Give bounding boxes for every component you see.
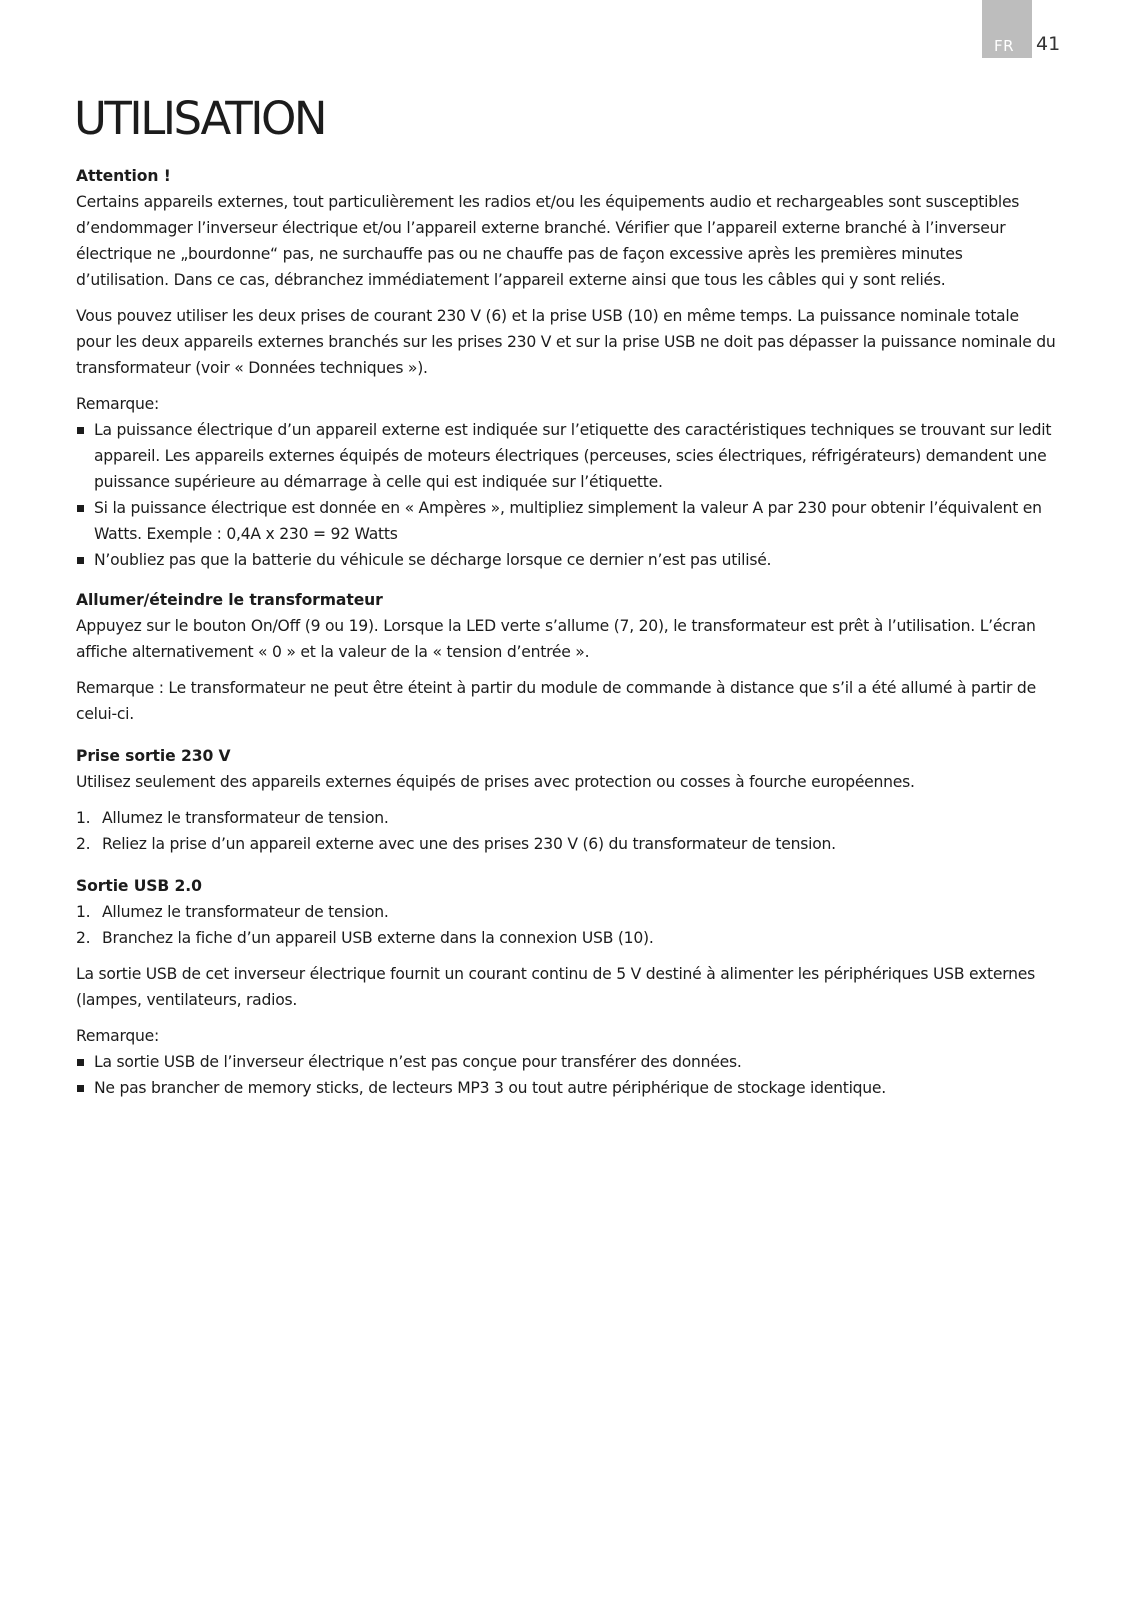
step-text: Allumez le transformateur de tension. xyxy=(102,809,389,827)
list-item-text: N’oubliez pas que la batterie du véhicule se décharge lorsque ce dernier n’est pas utilisé. xyxy=(94,551,772,569)
list-item xyxy=(76,1075,1056,1101)
usb-text: La sortie USB de cet inverseur électrique fournit un courant continu de 5 V destiné à alimenter les périphériques USB externes (lampes, ventilateurs, radios. xyxy=(76,965,1035,1009)
list-item-text: La sortie USB de l’inverseur électrique n’est pas conçue pour transférer des données. xyxy=(94,1053,742,1071)
usb-heading: Sortie USB 2.0 xyxy=(76,877,202,895)
list-item xyxy=(76,417,1056,495)
step-text: Allumez le transformateur de tension. xyxy=(102,903,389,921)
remark-list xyxy=(76,417,1056,573)
power-remark: Remarque : Le transformateur ne peut être éteint à partir du module de commande à distance que s’il a été allumé à partir de celui-ci. xyxy=(76,679,1036,723)
bullet-square-icon xyxy=(77,427,84,434)
list-item xyxy=(76,547,1056,573)
step-item xyxy=(76,899,1056,925)
power-heading: Allumer/éteindre le transformateur xyxy=(76,591,383,609)
outlet-230-text: Utilisez seulement des appareils externes équipés de prises avec protection ou cosses à fourche européennes. xyxy=(76,773,915,791)
step-number: 2. xyxy=(76,835,91,853)
list-item xyxy=(76,495,1056,547)
step-number: 1. xyxy=(76,903,91,921)
usb-steps xyxy=(76,899,1056,951)
page-number: 41 xyxy=(1036,33,1061,55)
step-number: 1. xyxy=(76,809,91,827)
bullet-square-icon xyxy=(77,557,84,564)
attention-heading: Attention ! xyxy=(76,167,171,185)
step-number: 2. xyxy=(76,929,91,947)
outlet-230-heading: Prise sortie 230 V xyxy=(76,747,231,765)
bullet-square-icon xyxy=(77,505,84,512)
attention-text: Certains appareils externes, tout particulièrement les radios et/ou les équipements audio et rechargeables sont susceptibles d’endommager l’inverseur électrique et/ou l’appareil externe branché. Vérifier que l’appareil externe branché à l’inverseur électrique ne „bourdonne“ pas, ne surchauffe pas ou ne chauffe pas de façon excessive après les premières minutes d’utilisation. Dans ce cas, débranchez immédiatement l’appareil externe ainsi que tous les câbles qui y sont reliés. xyxy=(76,193,1020,289)
outlet-230-steps xyxy=(76,805,1056,857)
usb-remark-list xyxy=(76,1049,1056,1101)
usage-paragraph: Vous pouvez utiliser les deux prises de courant 230 V (6) et la prise USB (10) en même temps. La puissance nominale totale pour les deux appareils externes branchés sur les prises 230 V et sur la prise USB ne doit pas dépasser la puissance nominale du transformateur (voir « Données techniques »). xyxy=(76,307,1056,377)
step-item xyxy=(76,805,1056,831)
list-item xyxy=(76,1049,1056,1075)
content xyxy=(76,163,1056,1115)
step-item xyxy=(76,831,1056,857)
bullet-square-icon xyxy=(77,1085,84,1092)
page-title: UTILISATION xyxy=(74,92,326,145)
list-item-text: Ne pas brancher de memory sticks, de lecteurs MP3 3 ou tout autre périphérique de stockage identique. xyxy=(94,1079,886,1097)
list-item-text: La puissance électrique d’un appareil externe est indiquée sur l’etiquette des caractéristiques techniques se trouvant sur ledit appareil. Les appareils externes équipés de moteurs électriques (perceuses, scies électriques, réfrigérateurs) demandent une puissance supérieure au démarrage à celle qui est indiquée sur l’étiquette. xyxy=(94,421,1052,491)
bullet-square-icon xyxy=(77,1059,84,1066)
language-label: FR xyxy=(994,37,1015,55)
remark-label: Remarque: xyxy=(76,395,159,413)
step-item xyxy=(76,925,1056,951)
step-text: Reliez la prise d’un appareil externe avec une des prises 230 V (6) du transformateur de tension. xyxy=(102,835,836,853)
usb-remark-label: Remarque: xyxy=(76,1027,159,1045)
list-item-text: Si la puissance électrique est donnée en « Ampères », multipliez simplement la valeur A par 230 pour obtenir l’équivalent en Watts. Exemple : 0,4A x 230 = 92 Watts xyxy=(94,499,1042,543)
step-text: Branchez la fiche d’un appareil USB externe dans la connexion USB (10). xyxy=(102,929,654,947)
power-text: Appuyez sur le bouton On/Off (9 ou 19). Lorsque la LED verte s’allume (7, 20), le transformateur est prêt à l’utilisation. L’écran affiche alternativement « 0 » et la valeur de la « tension d’entrée ». xyxy=(76,617,1036,661)
